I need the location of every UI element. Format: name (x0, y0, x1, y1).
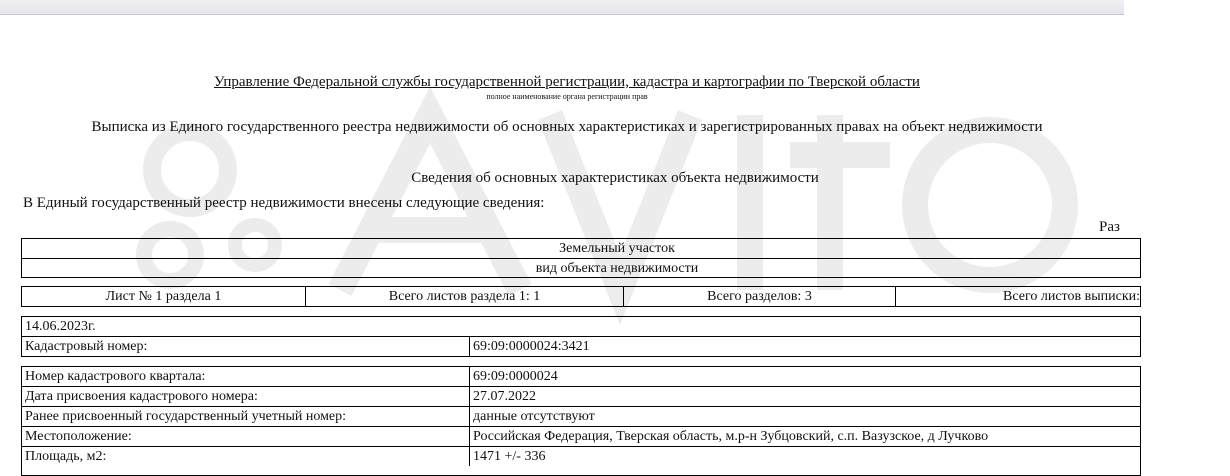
column-divider (469, 367, 470, 386)
sheet-number-cell: Лист № 1 раздела 1 (22, 287, 306, 306)
row-value: данные отсутствуют (473, 409, 595, 424)
table-row (22, 447, 1140, 466)
cadastral-number-row (22, 337, 1140, 356)
row-value: 69:09:0000024 (473, 369, 558, 384)
intro-text: В Единый государственный реестр недвижимости внесены следующие сведения: (23, 195, 545, 211)
table-row (22, 387, 1140, 406)
column-divider (469, 387, 470, 406)
window-top-bar (0, 0, 1124, 15)
row-label: Ранее присвоенный государственный учетный номер: (25, 409, 347, 424)
registration-authority-name: Управление Федеральной службы государственной регистрации, кадастра и картографии по Тверской области (214, 74, 920, 90)
record-header-box (21, 316, 1141, 357)
cadastral-number-value: 69:09:0000024:3421 (473, 339, 590, 354)
section-label: Раз (1099, 219, 1120, 235)
row-value: 1471 +/- 336 (473, 449, 546, 464)
sheet-info-row (21, 286, 1141, 307)
object-type: Земельный участок (559, 241, 675, 256)
table-row (22, 407, 1140, 426)
section-sheets-cell: Всего листов раздела 1: 1 (306, 287, 624, 306)
table-row (22, 367, 1140, 386)
column-divider (469, 447, 470, 466)
extract-sheets-cell: Всего листов выписки: (1003, 289, 1140, 304)
extract-title: Выписка из Единого государственного реестра недвижимости об основных характеристиках и зарегистрированных правах на объект недвижимости (91, 119, 1043, 135)
date-row (22, 317, 1140, 336)
column-divider (469, 427, 470, 446)
row-value: Российская Федерация, Тверская область, м.р-н Зубцовский, с.п. Вазузское, д Лучково (473, 429, 989, 444)
characteristics-table (21, 366, 1141, 476)
cadastral-number-label: Кадастровый номер: (25, 339, 148, 354)
column-divider (469, 337, 470, 356)
object-type-box (21, 238, 1141, 278)
extract-date: 14.06.2023г. (25, 319, 96, 334)
column-divider (469, 407, 470, 426)
authority-caption: полное наименование органа регистрации прав (486, 92, 648, 101)
row-label: Номер кадастрового квартала: (25, 369, 206, 384)
row-value: 27.07.2022 (473, 389, 536, 404)
row-label: Дата присвоения кадастрового номера: (25, 389, 258, 404)
table-row (22, 427, 1140, 446)
row-label: Местоположение: (25, 429, 132, 444)
section-title: Сведения об основных характеристиках объекта недвижимости (411, 170, 819, 186)
row-label: Площадь, м2: (25, 449, 107, 464)
object-type-caption: вид объекта недвижимости (535, 261, 699, 276)
sections-total-cell: Всего разделов: 3 (624, 287, 896, 306)
